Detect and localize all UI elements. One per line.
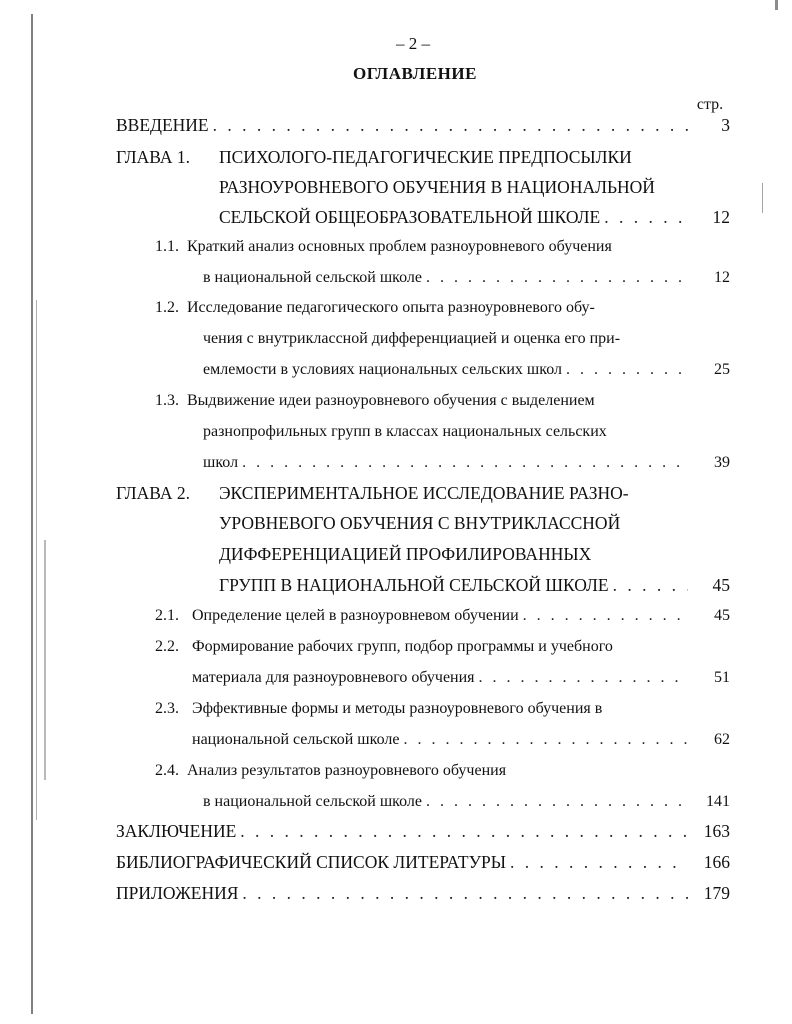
leader-dots (613, 575, 688, 595)
leader-dots (523, 606, 688, 626)
section-title-line: чения с внутриклассной дифференциацией и оценка его при- (203, 330, 621, 347)
toc-entry-label: БИБЛИОГРАФИЧЕСКИЙ СПИСОК ЛИТЕРАТУРЫ (116, 852, 506, 872)
section-title-line: в национальной сельской школе (203, 269, 423, 286)
section-title-line: материала для разноуровневого обучения (192, 669, 475, 686)
leader-dots (426, 268, 688, 288)
toc-page-number: 163 (703, 821, 730, 841)
chapter-title-line: РАЗНОУРОВНЕВОГО ОБУЧЕНИЯ В НАЦИОНАЛЬНОЙ (219, 177, 655, 197)
chapter-title-line: СЕЛЬСКОЙ ОБЩЕОБРАЗОВАТЕЛЬНОЙ ШКОЛЕ (219, 207, 601, 227)
section-title-last-line (192, 730, 730, 750)
toc-page-number: 12 (712, 207, 730, 227)
section-number: 2.4. (155, 762, 179, 779)
section-title-last-line (192, 606, 730, 626)
chapter-title-last-line (219, 575, 730, 595)
section-title-last-line (203, 792, 730, 812)
chapter-label: ГЛАВА 1. (116, 147, 191, 167)
scan-edge-line (36, 300, 37, 820)
section-number: 2.3. (155, 700, 179, 717)
chapter-title-last-line (219, 207, 730, 227)
page-column-label: стр. (696, 96, 724, 113)
toc-page-number: 3 (721, 115, 730, 135)
section-title-line: емлемости в условиях национальных сельских школ (203, 361, 562, 378)
toc-entry-appendices[interactable] (116, 883, 730, 903)
page-title: ОГЛАВЛЕНИЕ (353, 64, 477, 83)
toc-entry-conclusion[interactable] (116, 821, 730, 841)
section-title-line: национальной сельской школе (192, 731, 400, 748)
section-title-last-line (203, 268, 730, 288)
toc-page-number: 62 (714, 731, 730, 748)
scan-edge-line (44, 540, 46, 780)
leader-dots (604, 207, 688, 227)
toc-page-number: 12 (714, 269, 730, 286)
section-title-line: Определение целей в разноуровневом обучении (192, 607, 519, 624)
toc-page-number: 25 (714, 361, 730, 378)
toc-entry-intro[interactable] (116, 115, 730, 135)
section-title-line: в национальной сельской школе (203, 793, 423, 810)
chapter-title-line: ПСИХОЛОГО-ПЕДАГОГИЧЕСКИЕ ПРЕДПОСЫЛКИ (219, 147, 632, 167)
section-title-line: Исследование педагогического опыта разноуровневого обу- (187, 299, 595, 316)
toc-entry-label: ЗАКЛЮЧЕНИЕ (116, 821, 237, 841)
chapter-title-line: ДИФФЕРЕНЦИАЦИЕЙ ПРОФИЛИРОВАННЫХ (219, 544, 592, 564)
section-title-last-line (203, 360, 730, 380)
toc-entry-label: ПРИЛОЖЕНИЯ (116, 883, 239, 903)
chapter-title-line: ЭКСПЕРИМЕНТАЛЬНОЕ ИССЛЕДОВАНИЕ РАЗНО- (219, 483, 629, 503)
section-title-line: школ (203, 454, 239, 471)
section-title-line: Эффективные формы и методы разноуровневого обучения в (192, 700, 603, 717)
leader-dots (510, 852, 688, 872)
toc-entry-bibliography[interactable] (116, 852, 730, 872)
chapter-label: ГЛАВА 2. (116, 483, 191, 503)
leader-dots (403, 730, 688, 750)
section-title-line: разнопрофильных групп в классах национальных сельских (203, 423, 607, 440)
section-title-last-line (192, 668, 730, 688)
section-title-last-line (203, 453, 730, 473)
page-number: – 2 – (396, 34, 430, 53)
toc-page-number: 179 (703, 883, 730, 903)
leader-dots (240, 821, 688, 841)
leader-dots (566, 360, 688, 380)
section-title-line: Анализ результатов разноуровневого обучения (187, 762, 507, 779)
section-title-line: Краткий анализ основных проблем разноуровневого обучения (187, 238, 612, 255)
leader-dots (242, 453, 688, 473)
chapter-title-line: УРОВНЕВОГО ОБУЧЕНИЯ С ВНУТРИКЛАССНОЙ (219, 513, 621, 533)
section-title-line: Выдвижение идеи разноуровневого обучения с выделением (187, 392, 595, 409)
leader-dots (479, 668, 688, 688)
section-number: 2.2. (155, 638, 179, 655)
toc-page-number: 51 (714, 669, 730, 686)
toc-page-number: 45 (712, 575, 730, 595)
scan-edge-line (31, 14, 33, 1014)
section-number: 1.1. (155, 238, 179, 255)
scan-edge-line (775, 0, 778, 10)
toc-page-number: 39 (714, 454, 730, 471)
section-number: 2.1. (155, 607, 179, 624)
toc-page-number: 45 (714, 607, 730, 624)
scan-edge-line (762, 183, 763, 213)
section-number: 1.3. (155, 392, 179, 409)
leader-dots (426, 792, 688, 812)
section-number: 1.2. (155, 299, 179, 316)
section-title-line: Формирование рабочих групп, подбор программы и учебного (192, 638, 613, 655)
leader-dots (242, 883, 688, 903)
toc-page-number: 141 (706, 793, 730, 810)
leader-dots (213, 115, 688, 135)
toc-entry-label: ВВЕДЕНИЕ (116, 115, 209, 135)
chapter-title-line: ГРУПП В НАЦИОНАЛЬНОЙ СЕЛЬСКОЙ ШКОЛЕ (219, 575, 609, 595)
toc-page-number: 166 (703, 852, 730, 872)
